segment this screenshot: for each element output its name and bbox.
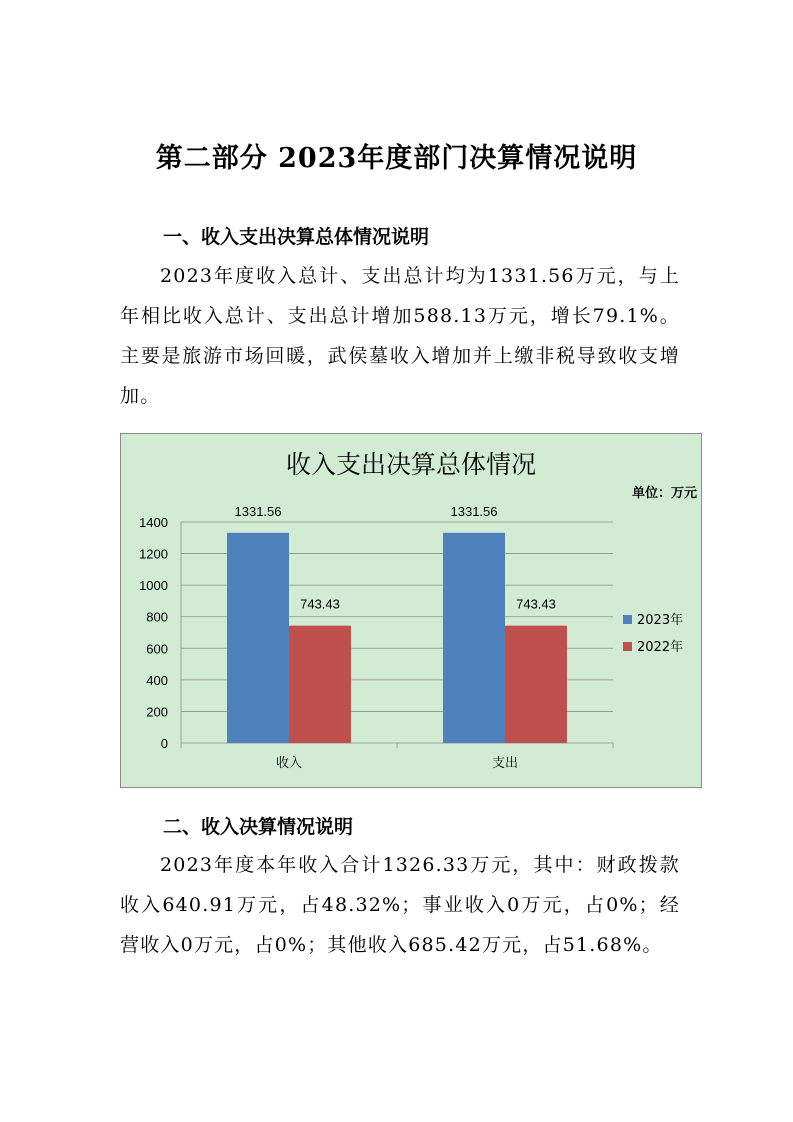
category-label: 支出 (491, 756, 519, 771)
legend-swatch (623, 642, 632, 651)
legend-label: 2022年 (637, 640, 684, 655)
data-label: 743.43 (516, 596, 556, 612)
chart-title: 收入支出决算总体情况 (285, 450, 537, 479)
y-tick-label: 800 (146, 609, 168, 625)
legend-label: 2023年 (637, 613, 684, 628)
y-tick-label: 1200 (139, 546, 168, 562)
y-tick-label: 400 (146, 672, 168, 688)
y-tick-label: 1400 (139, 515, 168, 530)
legend-swatch (623, 615, 632, 624)
bar (443, 533, 505, 743)
chart-y-ticks (139, 515, 168, 751)
section-heading-2: 二、收入决算情况说明 (163, 816, 354, 838)
bar (227, 533, 289, 743)
y-tick-label: 200 (146, 704, 168, 720)
data-label: 1331.56 (234, 503, 282, 519)
chart-categories (276, 755, 518, 771)
section-heading-1: 一、收入支出决算总体情况说明 (163, 226, 430, 248)
data-label: 1331.56 (450, 503, 498, 519)
chart-svg (121, 434, 701, 787)
income-expense-chart (120, 433, 702, 788)
y-tick-label: 1000 (139, 578, 168, 594)
bar (505, 626, 567, 743)
bar (289, 626, 351, 743)
y-tick-label: 600 (146, 641, 168, 657)
section-paragraph-2: 2023年度本年收入合计1326.33万元，其中：财政拨款收入640.91万元，占48.32%；事业收入0万元，占0%；经营收入0万元，占0%；其他收入685.42万元，占51.68%。 (120, 854, 680, 956)
page-title: 第二部分 2023年度部门决算情况说明 (155, 143, 638, 174)
y-tick-label: 0 (160, 736, 168, 751)
section-paragraph-1: 2023年度收入总计、支出总计均为1331.56万元，与上年相比收入总计、支出总计增加588.13万元，增长79.1%。主要是旅游市场回暖，武侯墓收入增加并上缴非税导致收支增加。 (120, 265, 680, 407)
chart-legend (623, 612, 683, 655)
chart-unit-label: 单位：万元 (631, 486, 697, 501)
data-label: 743.43 (300, 596, 340, 612)
category-label: 收入 (275, 756, 303, 771)
